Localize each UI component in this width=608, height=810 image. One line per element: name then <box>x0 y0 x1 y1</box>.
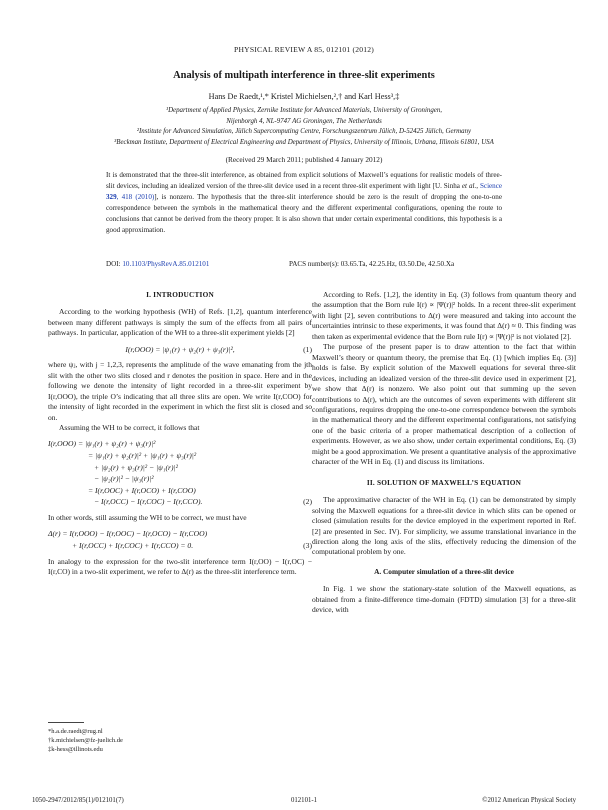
paper-title: Analysis of multipath interference in three-slit experiments <box>173 70 435 81</box>
equation-1-number: (1) <box>303 344 312 354</box>
doi-pacs-line <box>106 260 502 268</box>
intro-paragraph-5: In analogy to the expression for the two-slit interference term I(r,OO) − I(r,OC) − I(r,CO) in a two-slit experiment, we refer to Δ(r) as the three-slit interference term. <box>48 556 312 577</box>
intro-paragraph-1: According to the working hypothesis (WH) of Refs. [1,2], quantum interference between many different pathways is simply the sum of the effects from all pairs of pathways. In particular, application of the WH to a three-slit experiment yields [2] <box>48 307 312 338</box>
right-paragraph-4: In Fig. 1 we show the stationary-state solution of the Maxwell equations, as obtained from a finite-difference time-domain (FDTD) simulation [3] for a three-slit device, with <box>312 584 576 615</box>
equation-1 <box>48 345 312 355</box>
equation-2-line-2: = |ψ₁(r) + ψ₂(r)|² + |ψ₁(r) + ψ₃(r)|² <box>88 451 197 461</box>
abstract-comma: , <box>476 181 480 190</box>
citation-volume: 329 <box>106 192 117 201</box>
doi-label: DOI: <box>106 260 123 268</box>
affiliation-2: ²Institute for Advanced Simulation, Jülich Supercomputing Centre, Forschungszentrum Jülich, D-52425 Jülich, Germany <box>136 128 472 136</box>
subsection-heading-simulation: A. Computer simulation of a three-slit device <box>374 566 514 576</box>
footnote-email-3[interactable]: ‡k-hess@illinois.edu <box>48 746 103 753</box>
intro-paragraph-4: In other words, still assuming the WH to be correct, we must have <box>48 513 247 522</box>
left-column <box>48 290 312 578</box>
equation-2-line-6: − I(r,OCC) − I(r,COC) − I(r,CCO). <box>94 497 203 507</box>
right-paragraph-3: The approximative character of the WH in Eq. (1) can be demonstrated by simply solving the Maxwell equations for a three-slit device in which slits can be opened or closed (simulation results for the device employed in the experiment reported in Ref. [2] are presented in Sec. IV). For simplicity, we assume translational invariance in the direction along the long axis of the slits, effectively reducing the dimension of the computational problem by one. <box>312 495 576 557</box>
equation-3-line-2: + I(r,OCC) + I(r,COC) + I(r,CCO) = 0. <box>72 541 194 551</box>
equation-3-number: (3) <box>303 541 312 551</box>
equation-1-body: I(r,OOO) = |ψ₁(r) + ψ₂(r) + ψ₃(r)|², <box>125 344 235 354</box>
doi-link[interactable]: 10.1103/PhysRevA.85.012101 <box>122 260 210 268</box>
footnote-rule <box>48 722 84 723</box>
footnotes <box>48 727 312 754</box>
equation-2-number: (2) <box>303 497 312 507</box>
abstract <box>106 170 502 235</box>
equation-3 <box>48 528 312 551</box>
citation-journal: Science <box>479 181 503 190</box>
affiliation-1b: Nijenborgh 4, NL-9747 AG Groningen, The Netherlands <box>226 117 382 125</box>
pacs-numbers: PACS number(s): 03.65.Ta, 42.25.Hz, 03.50.De, 42.50.Xa <box>289 260 455 268</box>
equation-2-line-5: = I(r,OOC) + I(r,OCO) + I(r,COO) <box>88 485 196 495</box>
section-heading-maxwell: II. SOLUTION OF MAXWELL’S EQUATION <box>366 477 522 487</box>
footer-copyright: ©2012 American Physical Society <box>482 797 576 804</box>
received-dates: (Received 29 March 2011; published 4 January 2012) <box>225 155 383 164</box>
right-column <box>312 290 576 616</box>
abstract-text-2: ], is nonzero. The hypothesis that the three-slit interference should be zero is the result of dropping the one-to-one correspondence between the symbols in the mathematical theory and the different experimental configurations, opening the route to conclusions that cannot be derived from the theory proper. It is also shown that under certain experimental conditions, this hypothesis is a good approximation. <box>106 192 503 234</box>
journal-header: PHYSICAL REVIEW A 85, 012101 (2012) <box>234 45 374 54</box>
equation-2-line-3: + |ψ₂(r) + ψ₃(r)|² − |ψ₁(r)|² <box>94 462 178 472</box>
author-list: Hans De Raedt,¹,* Kristel Michielsen,²,† and Karl Hess³,‡ <box>208 92 400 101</box>
right-paragraph-2: The purpose of the present paper is to draw attention to the fact that within Maxwell’s theory or quantum theory, the premise that Eq. (1) [which implies Eq. (3)] holds is false. By explicit solution of the Maxwell equations for several three-slit devices, including an idealized version of the three-slit device used in experiment [2], we show that Δ(r) is nonzero. We also point out that summing up the seven contributions to Δ(r), which are the outcomes of seven experiments with different slit configurations, requires dropping the one-to-one correspondence between the symbols in the mathematical theory and the different experimental configurations, not satisfying one of the basic criteria of a proper mathematical description of a collection of experiments. However, as we also show, under certain experimental conditions, Eq. (3) might be a good approximation. We present a quantitative analysis of the approximative character of the WH in Eq. (1) and discuss its limitations. <box>312 342 576 467</box>
abstract-etal: et al. <box>461 181 477 190</box>
affiliation-1a: ¹Department of Applied Physics, Zernike Institute for Advanced Materials, University of Groningen, <box>166 107 442 114</box>
footnote-email-1[interactable]: *h.a.de.raedt@rug.nl <box>48 728 103 735</box>
citation-pages: , 418 (2010) <box>116 192 155 201</box>
section-heading-introduction: I. INTRODUCTION <box>146 290 214 299</box>
abstract-text-1: It is demonstrated that the three-slit interference, as obtained from explicit solutions of Maxwell’s equations for realistic models of three-slit devices, including an idealized version of the three-slit device used in a recent three-slit experiment with light [U. Sinha <box>106 171 502 190</box>
equation-2-line-4: − |ψ₂(r)|² − |ψ₃(r)|² <box>94 474 154 484</box>
equation-2 <box>48 438 312 508</box>
intro-paragraph-3: Assuming the WH to be correct, it follows that <box>59 422 200 432</box>
equation-3-line-1: Δ(r) = I(r,OOO) − I(r,OOC) − I(r,OCO) − I(r,COO) <box>48 529 208 539</box>
footer-page-number: 012101-1 <box>290 797 318 804</box>
footnote-email-2[interactable]: †k.michielsen@fz-juelich.de <box>48 737 123 744</box>
footer-issn: 1050-2947/2012/85(1)/012101(7) <box>32 797 124 804</box>
equation-2-line-1: I(r,OOO) = |ψ₁(r) + ψ₂(r) + ψ₃(r)|² <box>48 439 156 449</box>
affiliation-3: ³Beckman Institute, Department of Electrical Engineering and Department of Physics, University of Illinois, Urbana, Illinois 61801, USA <box>114 138 494 146</box>
right-paragraph-1: According to Refs. [1,2], the identity in Eq. (3) follows from quantum theory and the assumption that the Born rule I(r) ∝ |Ψ(r)|² holds. In a recent three-slit experiment with light [2], seven contributions to Δ(r) were measured and taking into account the uncertainties intrinsic to these experiments, it was found that Δ(r) ≈ 0. This finding was then taken as experimental evidence that the Born rule I(r) ∝ |Ψ(r)|² is not violated [2]. <box>312 290 576 341</box>
intro-paragraph-2: where ψⱼ, with j = 1,2,3, represents the amplitude of the wave emanating from the jth slit with the other two slits closed and r denotes the position in space. Here and in the following we denote the intensity of light recorded in a three-slit experiment by I(r,OOO), the triple O’s indicating that all three slits are open. We write I(r,COO) for the intensity of light recorded in the experiment in which the first slit is closed and so on. <box>48 360 312 422</box>
